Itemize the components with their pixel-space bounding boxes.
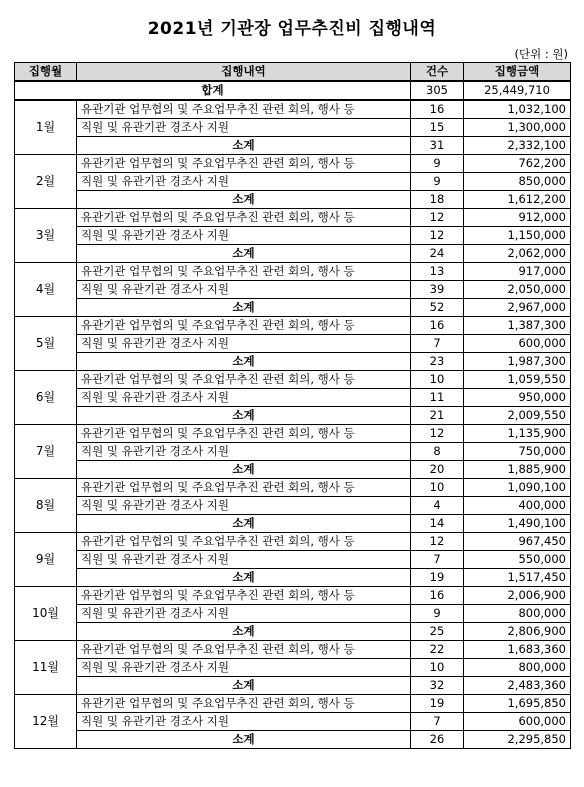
subtotal-row [15, 299, 571, 317]
table-row [15, 119, 571, 137]
table-row [15, 425, 571, 443]
count-cell: 25 [411, 623, 464, 641]
subtotal-row [15, 353, 571, 371]
amount-cell: 1,612,200 [464, 191, 571, 209]
count-cell: 7 [411, 713, 464, 731]
item-description: 유관기관 업무협의 및 주요업무추진 관련 회의, 행사 등 [77, 695, 411, 713]
header-month: 집행월 [15, 63, 77, 82]
count-cell: 18 [411, 191, 464, 209]
amount-cell: 950,000 [464, 389, 571, 407]
table-row [15, 209, 571, 227]
item-description: 유관기관 업무협의 및 주요업무추진 관련 회의, 행사 등 [77, 209, 411, 227]
count-cell: 39 [411, 281, 464, 299]
amount-cell: 850,000 [464, 173, 571, 191]
amount-cell: 967,450 [464, 533, 571, 551]
subtotal-label: 소계 [77, 137, 411, 155]
count-cell: 16 [411, 317, 464, 335]
subtotal-label: 소계 [77, 461, 411, 479]
month-cell: 11월 [15, 641, 77, 695]
table-row [15, 551, 571, 569]
item-description: 유관기관 업무협의 및 주요업무추진 관련 회의, 행사 등 [77, 587, 411, 605]
count-cell: 12 [411, 209, 464, 227]
total-row [15, 81, 571, 100]
count-cell: 16 [411, 100, 464, 119]
subtotal-row [15, 515, 571, 533]
amount-cell: 2,806,900 [464, 623, 571, 641]
subtotal-row [15, 407, 571, 425]
table-row [15, 173, 571, 191]
amount-cell: 550,000 [464, 551, 571, 569]
subtotal-row [15, 677, 571, 695]
month-cell: 2월 [15, 155, 77, 209]
amount-cell: 800,000 [464, 605, 571, 623]
month-cell: 4월 [15, 263, 77, 317]
subtotal-label: 소계 [77, 623, 411, 641]
amount-cell: 2,062,000 [464, 245, 571, 263]
count-cell: 26 [411, 731, 464, 749]
table-row [15, 100, 571, 119]
amount-cell: 1,695,850 [464, 695, 571, 713]
month-cell: 8월 [15, 479, 77, 533]
count-cell: 10 [411, 371, 464, 389]
count-cell: 16 [411, 587, 464, 605]
item-description: 직원 및 유관기관 경조사 지원 [77, 173, 411, 191]
amount-cell: 1,683,360 [464, 641, 571, 659]
amount-cell: 2,050,000 [464, 281, 571, 299]
subtotal-row [15, 245, 571, 263]
amount-cell: 912,000 [464, 209, 571, 227]
table-row [15, 641, 571, 659]
subtotal-row [15, 623, 571, 641]
count-cell: 9 [411, 155, 464, 173]
count-cell: 12 [411, 425, 464, 443]
amount-cell: 1,150,000 [464, 227, 571, 245]
table-row [15, 389, 571, 407]
amount-cell: 917,000 [464, 263, 571, 281]
amount-cell: 1,090,100 [464, 479, 571, 497]
table-row [15, 155, 571, 173]
count-cell: 15 [411, 119, 464, 137]
total-count: 305 [411, 81, 464, 100]
count-cell: 14 [411, 515, 464, 533]
month-cell: 12월 [15, 695, 77, 749]
item-description: 유관기관 업무협의 및 주요업무추진 관련 회의, 행사 등 [77, 425, 411, 443]
subtotal-row [15, 191, 571, 209]
item-description: 직원 및 유관기관 경조사 지원 [77, 551, 411, 569]
item-description: 직원 및 유관기관 경조사 지원 [77, 281, 411, 299]
total-label: 합계 [15, 81, 411, 100]
amount-cell: 1,300,000 [464, 119, 571, 137]
month-cell: 1월 [15, 100, 77, 155]
table-row [15, 227, 571, 245]
count-cell: 20 [411, 461, 464, 479]
subtotal-label: 소계 [77, 353, 411, 371]
table-row [15, 263, 571, 281]
amount-cell: 2,332,100 [464, 137, 571, 155]
amount-cell: 762,200 [464, 155, 571, 173]
count-cell: 9 [411, 173, 464, 191]
item-description: 유관기관 업무협의 및 주요업무추진 관련 회의, 행사 등 [77, 263, 411, 281]
count-cell: 19 [411, 569, 464, 587]
item-description: 직원 및 유관기관 경조사 지원 [77, 389, 411, 407]
header-row [15, 63, 571, 82]
item-description: 유관기관 업무협의 및 주요업무추진 관련 회의, 행사 등 [77, 100, 411, 119]
item-description: 직원 및 유관기관 경조사 지원 [77, 443, 411, 461]
subtotal-label: 소계 [77, 677, 411, 695]
item-description: 직원 및 유관기관 경조사 지원 [77, 227, 411, 245]
subtotal-label: 소계 [77, 191, 411, 209]
table-row [15, 371, 571, 389]
amount-cell: 1,032,100 [464, 100, 571, 119]
amount-cell: 1,387,300 [464, 317, 571, 335]
subtotal-label: 소계 [77, 245, 411, 263]
count-cell: 31 [411, 137, 464, 155]
amount-cell: 2,967,000 [464, 299, 571, 317]
month-cell: 7월 [15, 425, 77, 479]
count-cell: 23 [411, 353, 464, 371]
amount-cell: 1,059,550 [464, 371, 571, 389]
table-row [15, 587, 571, 605]
amount-cell: 2,006,900 [464, 587, 571, 605]
expense-table [14, 62, 571, 749]
count-cell: 32 [411, 677, 464, 695]
amount-cell: 2,009,550 [464, 407, 571, 425]
month-cell: 6월 [15, 371, 77, 425]
subtotal-label: 소계 [77, 515, 411, 533]
count-cell: 8 [411, 443, 464, 461]
amount-cell: 1,987,300 [464, 353, 571, 371]
table-row [15, 443, 571, 461]
amount-cell: 1,885,900 [464, 461, 571, 479]
item-description: 유관기관 업무협의 및 주요업무추진 관련 회의, 행사 등 [77, 641, 411, 659]
count-cell: 24 [411, 245, 464, 263]
count-cell: 22 [411, 641, 464, 659]
count-cell: 19 [411, 695, 464, 713]
item-description: 유관기관 업무협의 및 주요업무추진 관련 회의, 행사 등 [77, 533, 411, 551]
subtotal-row [15, 461, 571, 479]
count-cell: 21 [411, 407, 464, 425]
table-row [15, 695, 571, 713]
count-cell: 52 [411, 299, 464, 317]
count-cell: 13 [411, 263, 464, 281]
table-row [15, 281, 571, 299]
table-row [15, 317, 571, 335]
item-description: 직원 및 유관기관 경조사 지원 [77, 659, 411, 677]
table-row [15, 335, 571, 353]
month-cell: 9월 [15, 533, 77, 587]
subtotal-row [15, 137, 571, 155]
amount-cell: 600,000 [464, 335, 571, 353]
amount-cell: 1,135,900 [464, 425, 571, 443]
item-description: 직원 및 유관기관 경조사 지원 [77, 119, 411, 137]
subtotal-row [15, 569, 571, 587]
count-cell: 7 [411, 551, 464, 569]
count-cell: 10 [411, 479, 464, 497]
amount-cell: 750,000 [464, 443, 571, 461]
table-row [15, 497, 571, 515]
count-cell: 4 [411, 497, 464, 515]
page-title: 2021년 기관장 업무추진비 집행내역 [147, 19, 437, 39]
subtotal-label: 소계 [77, 299, 411, 317]
header-amount: 집행금액 [464, 63, 571, 82]
table-row [15, 533, 571, 551]
table-row [15, 479, 571, 497]
subtotal-label: 소계 [77, 731, 411, 749]
subtotal-row [15, 731, 571, 749]
amount-cell: 1,517,450 [464, 569, 571, 587]
item-description: 직원 및 유관기관 경조사 지원 [77, 335, 411, 353]
count-cell: 12 [411, 227, 464, 245]
total-amount: 25,449,710 [464, 81, 571, 100]
unit-label: (단위 : 원) [514, 47, 568, 61]
item-description: 유관기관 업무협의 및 주요업무추진 관련 회의, 행사 등 [77, 371, 411, 389]
table-row [15, 605, 571, 623]
item-description: 직원 및 유관기관 경조사 지원 [77, 605, 411, 623]
count-cell: 12 [411, 533, 464, 551]
month-cell: 10월 [15, 587, 77, 641]
count-cell: 9 [411, 605, 464, 623]
count-cell: 11 [411, 389, 464, 407]
header-count: 건수 [411, 63, 464, 82]
table-row [15, 659, 571, 677]
table-row [15, 713, 571, 731]
amount-cell: 400,000 [464, 497, 571, 515]
count-cell: 10 [411, 659, 464, 677]
item-description: 직원 및 유관기관 경조사 지원 [77, 713, 411, 731]
item-description: 유관기관 업무협의 및 주요업무추진 관련 회의, 행사 등 [77, 317, 411, 335]
amount-cell: 2,295,850 [464, 731, 571, 749]
item-description: 유관기관 업무협의 및 주요업무추진 관련 회의, 행사 등 [77, 155, 411, 173]
amount-cell: 1,490,100 [464, 515, 571, 533]
amount-cell: 2,483,360 [464, 677, 571, 695]
count-cell: 7 [411, 335, 464, 353]
amount-cell: 600,000 [464, 713, 571, 731]
subtotal-label: 소계 [77, 569, 411, 587]
header-desc: 집행내역 [77, 63, 411, 82]
item-description: 직원 및 유관기관 경조사 지원 [77, 497, 411, 515]
item-description: 유관기관 업무협의 및 주요업무추진 관련 회의, 행사 등 [77, 479, 411, 497]
subtotal-label: 소계 [77, 407, 411, 425]
month-cell: 3월 [15, 209, 77, 263]
amount-cell: 800,000 [464, 659, 571, 677]
month-cell: 5월 [15, 317, 77, 371]
